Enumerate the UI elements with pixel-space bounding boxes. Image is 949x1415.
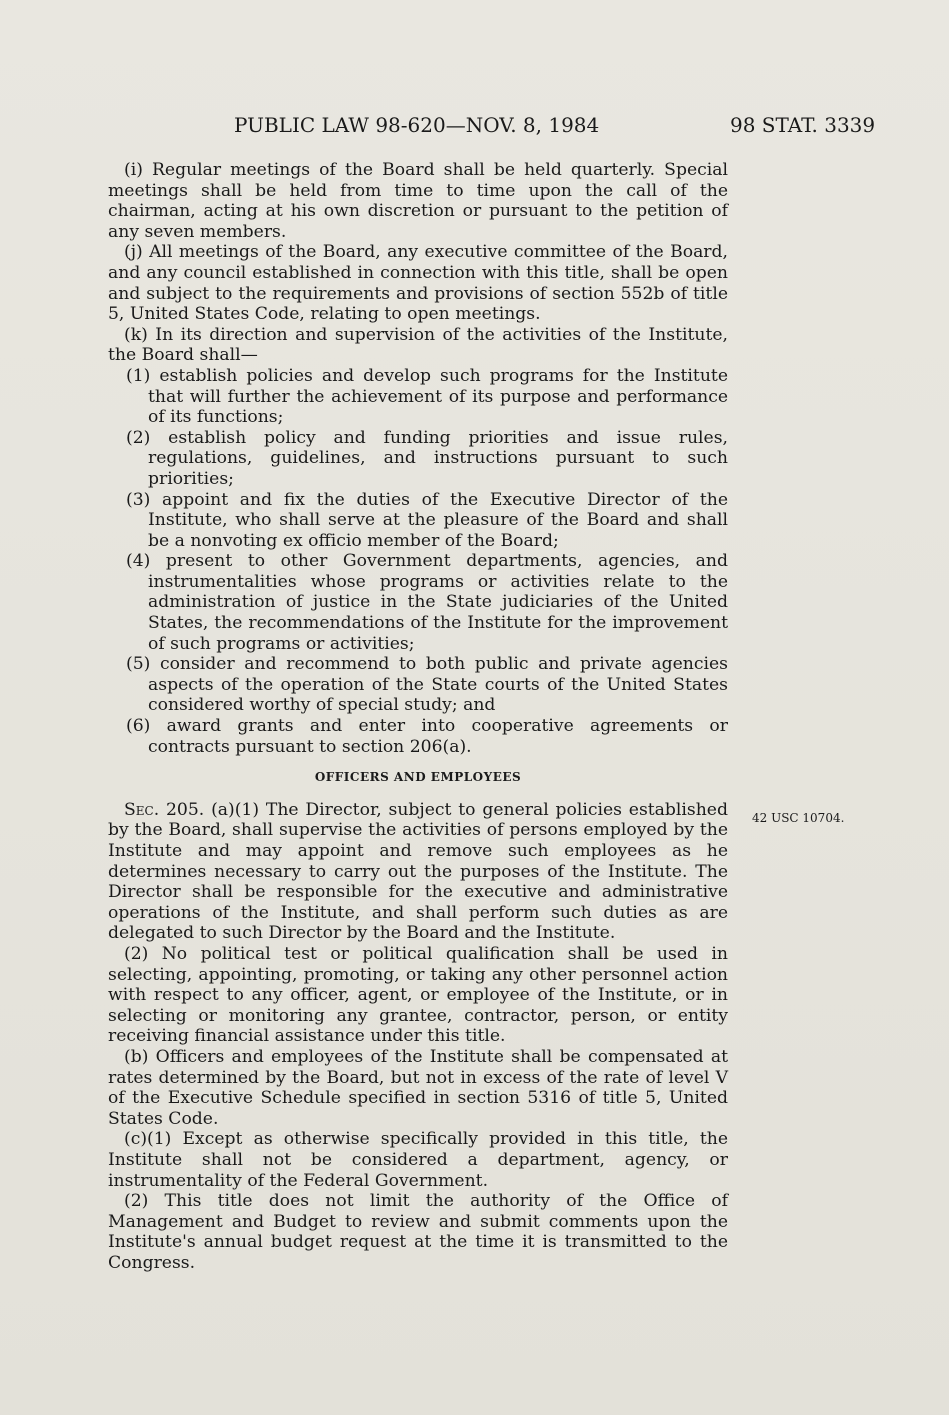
paragraph-c-1: (c)(1) Except as otherwise specifically provided in this title, the Institute shall not be considered a department, agency, or instrumentality of the Federal Government.	[108, 1129, 728, 1191]
paragraph-k-1: (1) establish policies and develop such programs for the Institute that will further the achievement of its purpose and performance of its functions;	[126, 365, 728, 428]
section-heading: OFFICERS AND EMPLOYEES	[314, 770, 522, 785]
paragraph-k-5: (5) consider and recommend to both public and private agencies aspects of the operation of the State courts of the United States considered worthy of special study; and	[126, 654, 728, 716]
section-205-a1	[108, 800, 728, 944]
paragraph-k-3: (3) appoint and fix the duties of the Executive Director of the Institute, who shall serve at the pleasure of the Board and shall be a nonvoting ex officio member of the Board;	[126, 489, 728, 551]
page-number: 98 STAT. 3339	[730, 113, 876, 137]
paragraph-i: (i) Regular meetings of the Board shall be held quarterly. Special meetings shall be held from time to time upon the call of the chairman, acting at his own discretion or pursuant to the petition of any seven members.	[108, 160, 728, 242]
paragraph-j: (j) All meetings of the Board, any executive committee of the Board, and any council established in connection with this title, shall be open and subject to the requirements and provisions of section 552b of title 5, United States Code, relating to open meetings.	[108, 242, 728, 325]
document-body	[108, 160, 728, 1273]
section-label: Sec.	[124, 799, 160, 820]
paragraph-k-4: (4) present to other Government departments, agencies, and instrumentalities whose programs or activities relate to the administration of justice in the State judiciaries of the United States, the recommendations of the Institute for the improvement of such programs or activities;	[126, 551, 728, 654]
paragraph-c-2: (2) This title does not limit the authority of the Office of Management and Budget to review and submit comments upon the Institute's annual budget request at the time it is transmitted to the Congress.	[108, 1191, 728, 1273]
paragraph-a-2: (2) No political test or political qualification shall be used in selecting, appointing, promoting, or taking any other personnel action with respect to any officer, agent, or employee of the Institute, or in selecting or monitoring any grantee, contractor, person, or entity receiving financial assistance under this title.	[108, 943, 728, 1047]
paragraph-b: (b) Officers and employees of the Institute shall be compensated at rates determined by the Board, but not in excess of the rate of level V of the Executive Schedule specified in section 5316 of title 5, United States Code.	[108, 1046, 728, 1129]
section-205-a1-text: 205. (a)(1) The Director, subject to general policies established by the Board, shall supervise the activities of persons employed by the Institute and may appoint and remove such employees as he determines necessary to carry out the purposes of the Institute. The Director shall be responsible for the executive and administrative operations of the Institute, and shall perform such duties as are delegated to such Director by the Board and the Institute.	[108, 799, 728, 944]
margin-citation: 42 USC 10704.	[752, 811, 845, 825]
paragraph-k-6: (6) award grants and enter into cooperative agreements or contracts pursuant to section 206(a).	[126, 716, 728, 757]
paragraph-k: (k) In its direction and supervision of the activities of the Institute, the Board shall—	[108, 324, 728, 366]
running-head: PUBLIC LAW 98-620—NOV. 8, 1984	[234, 113, 600, 137]
paragraph-k-2: (2) establish policy and funding priorities and issue rules, regulations, guidelines, and instructions pursuant to such priorities;	[126, 427, 728, 489]
